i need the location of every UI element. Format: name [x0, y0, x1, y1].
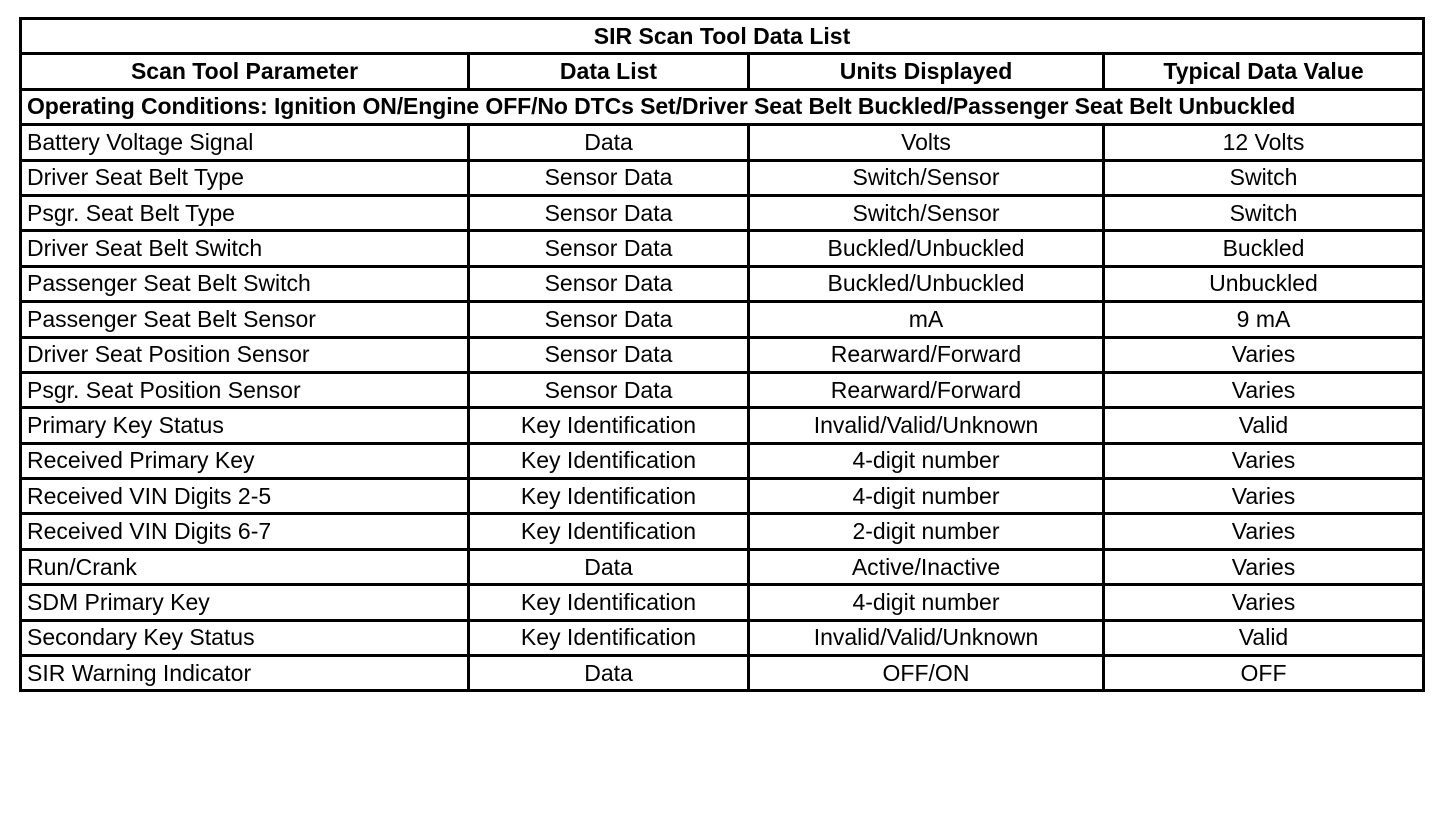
data-list-cell: Data	[469, 656, 749, 691]
data-list-cell: Key Identification	[469, 443, 749, 478]
typical-value-cell: Varies	[1104, 479, 1424, 514]
units-cell: mA	[749, 302, 1104, 337]
table-row	[21, 549, 1424, 584]
units-cell: Active/Inactive	[749, 549, 1104, 584]
typical-value-cell: 9 mA	[1104, 302, 1424, 337]
header-row	[21, 54, 1424, 89]
parameter-cell: Received Primary Key	[21, 443, 469, 478]
parameter-cell: Primary Key Status	[21, 408, 469, 443]
typical-value-cell: Varies	[1104, 514, 1424, 549]
data-list-cell: Key Identification	[469, 514, 749, 549]
operating-conditions-row	[21, 89, 1424, 124]
units-cell: 4-digit number	[749, 479, 1104, 514]
parameter-cell: Psgr. Seat Position Sensor	[21, 372, 469, 407]
data-list-cell: Sensor Data	[469, 337, 749, 372]
table-row	[21, 302, 1424, 337]
typical-value-cell: Switch	[1104, 195, 1424, 230]
table-row	[21, 125, 1424, 160]
units-cell: Switch/Sensor	[749, 195, 1104, 230]
data-list-cell: Data	[469, 549, 749, 584]
typical-value-cell: Unbuckled	[1104, 266, 1424, 301]
typical-value-cell: Varies	[1104, 372, 1424, 407]
table-title: SIR Scan Tool Data List	[21, 19, 1424, 54]
table-row	[21, 160, 1424, 195]
table-row	[21, 408, 1424, 443]
typical-value-cell: Varies	[1104, 443, 1424, 478]
sir-data-table	[19, 17, 1425, 692]
parameter-cell: Secondary Key Status	[21, 620, 469, 655]
data-list-cell: Sensor Data	[469, 195, 749, 230]
parameter-cell: Run/Crank	[21, 549, 469, 584]
typical-value-cell: Switch	[1104, 160, 1424, 195]
header-typical-data-value: Typical Data Value	[1104, 54, 1424, 89]
data-list-cell: Key Identification	[469, 479, 749, 514]
table-row	[21, 231, 1424, 266]
header-units-displayed: Units Displayed	[749, 54, 1104, 89]
units-cell: Invalid/Valid/Unknown	[749, 408, 1104, 443]
units-cell: 4-digit number	[749, 585, 1104, 620]
units-cell: Buckled/Unbuckled	[749, 266, 1104, 301]
parameter-cell: Driver Seat Belt Switch	[21, 231, 469, 266]
table-row	[21, 585, 1424, 620]
parameter-cell: SIR Warning Indicator	[21, 656, 469, 691]
typical-value-cell: Varies	[1104, 337, 1424, 372]
parameter-cell: Passenger Seat Belt Sensor	[21, 302, 469, 337]
table-row	[21, 266, 1424, 301]
parameter-cell: SDM Primary Key	[21, 585, 469, 620]
units-cell: 4-digit number	[749, 443, 1104, 478]
data-list-cell: Key Identification	[469, 408, 749, 443]
data-list-cell: Sensor Data	[469, 231, 749, 266]
typical-value-cell: Varies	[1104, 585, 1424, 620]
table-row	[21, 195, 1424, 230]
data-list-cell: Key Identification	[469, 620, 749, 655]
typical-value-cell: Valid	[1104, 408, 1424, 443]
table-row	[21, 514, 1424, 549]
parameter-cell: Driver Seat Position Sensor	[21, 337, 469, 372]
units-cell: 2-digit number	[749, 514, 1104, 549]
title-row	[21, 19, 1424, 54]
table-row	[21, 620, 1424, 655]
data-list-cell: Key Identification	[469, 585, 749, 620]
parameter-cell: Driver Seat Belt Type	[21, 160, 469, 195]
table-row	[21, 479, 1424, 514]
parameter-cell: Psgr. Seat Belt Type	[21, 195, 469, 230]
units-cell: Buckled/Unbuckled	[749, 231, 1104, 266]
header-data-list: Data List	[469, 54, 749, 89]
operating-conditions: Operating Conditions: Ignition ON/Engine OFF/No DTCs Set/Driver Seat Belt Buckled/Passenger Seat Belt Unbuckled	[21, 89, 1424, 124]
data-list-cell: Sensor Data	[469, 266, 749, 301]
typical-value-cell: OFF	[1104, 656, 1424, 691]
units-cell: Volts	[749, 125, 1104, 160]
units-cell: Switch/Sensor	[749, 160, 1104, 195]
typical-value-cell: 12 Volts	[1104, 125, 1424, 160]
units-cell: OFF/ON	[749, 656, 1104, 691]
data-list-cell: Sensor Data	[469, 160, 749, 195]
units-cell: Rearward/Forward	[749, 337, 1104, 372]
typical-value-cell: Varies	[1104, 549, 1424, 584]
data-list-cell: Data	[469, 125, 749, 160]
typical-value-cell: Valid	[1104, 620, 1424, 655]
table-row	[21, 337, 1424, 372]
parameter-cell: Passenger Seat Belt Switch	[21, 266, 469, 301]
data-list-cell: Sensor Data	[469, 302, 749, 337]
data-list-cell: Sensor Data	[469, 372, 749, 407]
table-row	[21, 443, 1424, 478]
units-cell: Invalid/Valid/Unknown	[749, 620, 1104, 655]
typical-value-cell: Buckled	[1104, 231, 1424, 266]
parameter-cell: Received VIN Digits 2-5	[21, 479, 469, 514]
header-scan-tool-parameter: Scan Tool Parameter	[21, 54, 469, 89]
parameter-cell: Battery Voltage Signal	[21, 125, 469, 160]
table-row	[21, 372, 1424, 407]
table-row	[21, 656, 1424, 691]
units-cell: Rearward/Forward	[749, 372, 1104, 407]
parameter-cell: Received VIN Digits 6-7	[21, 514, 469, 549]
